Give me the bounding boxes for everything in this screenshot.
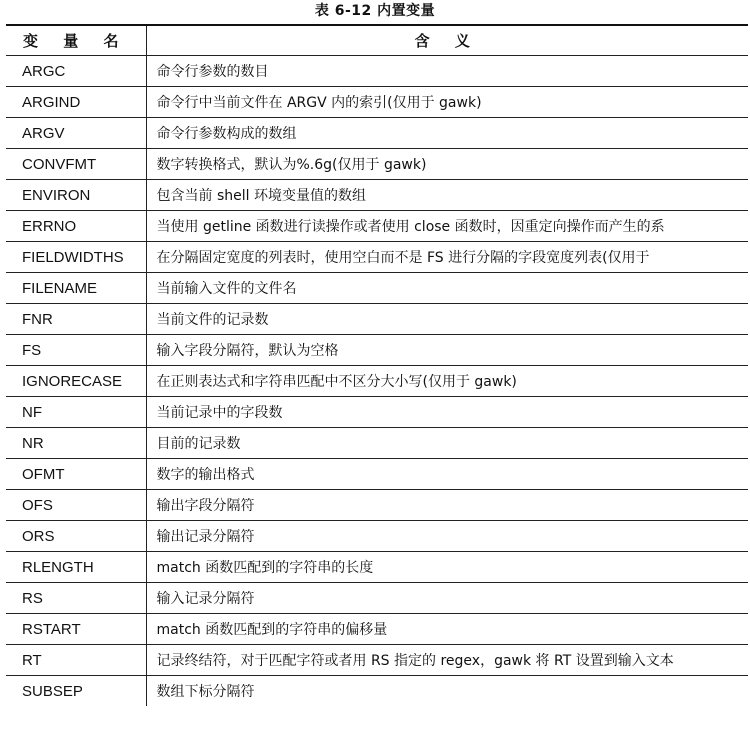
variable-name-cell: RLENGTH <box>6 552 146 583</box>
variable-meaning-cell: 输入记录分隔符 <box>146 583 748 614</box>
variable-meaning-cell: 输出记录分隔符 <box>146 521 748 552</box>
header-meaning: 含 义 <box>146 25 748 56</box>
table-row <box>6 242 748 273</box>
variable-name-cell: OFS <box>6 490 146 521</box>
variable-name-cell: RS <box>6 583 146 614</box>
variable-name-cell: CONVFMT <box>6 149 146 180</box>
variable-name-cell: ENVIRON <box>6 180 146 211</box>
variable-meaning-cell: 输出字段分隔符 <box>146 490 748 521</box>
header-row <box>6 25 748 56</box>
variable-name-cell: NR <box>6 428 146 459</box>
table-row <box>6 552 748 583</box>
table-row <box>6 211 748 242</box>
variable-name-cell: OFMT <box>6 459 146 490</box>
variable-name-cell: FNR <box>6 304 146 335</box>
variable-name-cell: SUBSEP <box>6 676 146 707</box>
variable-name-cell: ARGC <box>6 56 146 87</box>
table-row <box>6 87 748 118</box>
variable-meaning-cell: 当使用 getline 函数进行读操作或者使用 close 函数时，因重定向操作而产生的系 <box>146 211 748 242</box>
variable-meaning-cell: 在正则表达式和字符串匹配中不区分大小写(仅用于 gawk) <box>146 366 748 397</box>
table-row <box>6 118 748 149</box>
variable-meaning-cell: 数字转换格式，默认为%.6g(仅用于 gawk) <box>146 149 748 180</box>
variable-meaning-cell: 输入字段分隔符，默认为空格 <box>146 335 748 366</box>
variable-meaning-cell: match 函数匹配到的字符串的偏移量 <box>146 614 748 645</box>
variable-name-cell: FILENAME <box>6 273 146 304</box>
variable-meaning-cell: match 函数匹配到的字符串的长度 <box>146 552 748 583</box>
table-row <box>6 459 748 490</box>
variable-name-cell: ARGV <box>6 118 146 149</box>
variable-name-cell: ARGIND <box>6 87 146 118</box>
variable-name-cell: NF <box>6 397 146 428</box>
table-row <box>6 614 748 645</box>
table-row <box>6 149 748 180</box>
table-row <box>6 676 748 707</box>
variable-meaning-cell: 当前文件的记录数 <box>146 304 748 335</box>
table-row <box>6 273 748 304</box>
table-row <box>6 335 748 366</box>
variable-meaning-cell: 当前输入文件的文件名 <box>146 273 748 304</box>
variable-meaning-cell: 记录终结符，对于匹配字符或者用 RS 指定的 regex，gawk 将 RT 设置到输入文本 <box>146 645 748 676</box>
variable-meaning-cell: 数字的输出格式 <box>146 459 748 490</box>
table-row <box>6 180 748 211</box>
variable-name-cell: ORS <box>6 521 146 552</box>
variable-name-cell: RSTART <box>6 614 146 645</box>
variable-name-cell: FS <box>6 335 146 366</box>
variable-meaning-cell: 命令行参数的数目 <box>146 56 748 87</box>
table-row <box>6 366 748 397</box>
table-row <box>6 490 748 521</box>
variable-meaning-cell: 当前记录中的字段数 <box>146 397 748 428</box>
table-row <box>6 304 748 335</box>
table-caption: 表 6-12 内置变量 <box>314 3 436 19</box>
variable-name-cell: RT <box>6 645 146 676</box>
variable-name-cell: IGNORECASE <box>6 366 146 397</box>
table-row <box>6 521 748 552</box>
variable-meaning-cell: 包含当前 shell 环境变量值的数组 <box>146 180 748 211</box>
table-row <box>6 428 748 459</box>
variable-name-cell: ERRNO <box>6 211 146 242</box>
header-variable-name: 变 量 名 <box>6 25 146 56</box>
variable-meaning-cell: 命令行中当前文件在 ARGV 内的索引(仅用于 gawk) <box>146 87 748 118</box>
variable-meaning-cell: 在分隔固定宽度的列表时，使用空白而不是 FS 进行分隔的字段宽度列表(仅用于 <box>146 242 748 273</box>
table-row <box>6 645 748 676</box>
variable-meaning-cell: 命令行参数构成的数组 <box>146 118 748 149</box>
builtin-variables-table <box>6 24 748 706</box>
table-row <box>6 583 748 614</box>
table-row <box>6 56 748 87</box>
variable-meaning-cell: 目前的记录数 <box>146 428 748 459</box>
table-row <box>6 397 748 428</box>
variable-meaning-cell: 数组下标分隔符 <box>156 684 255 700</box>
variable-name-cell: FIELDWIDTHS <box>6 242 146 273</box>
